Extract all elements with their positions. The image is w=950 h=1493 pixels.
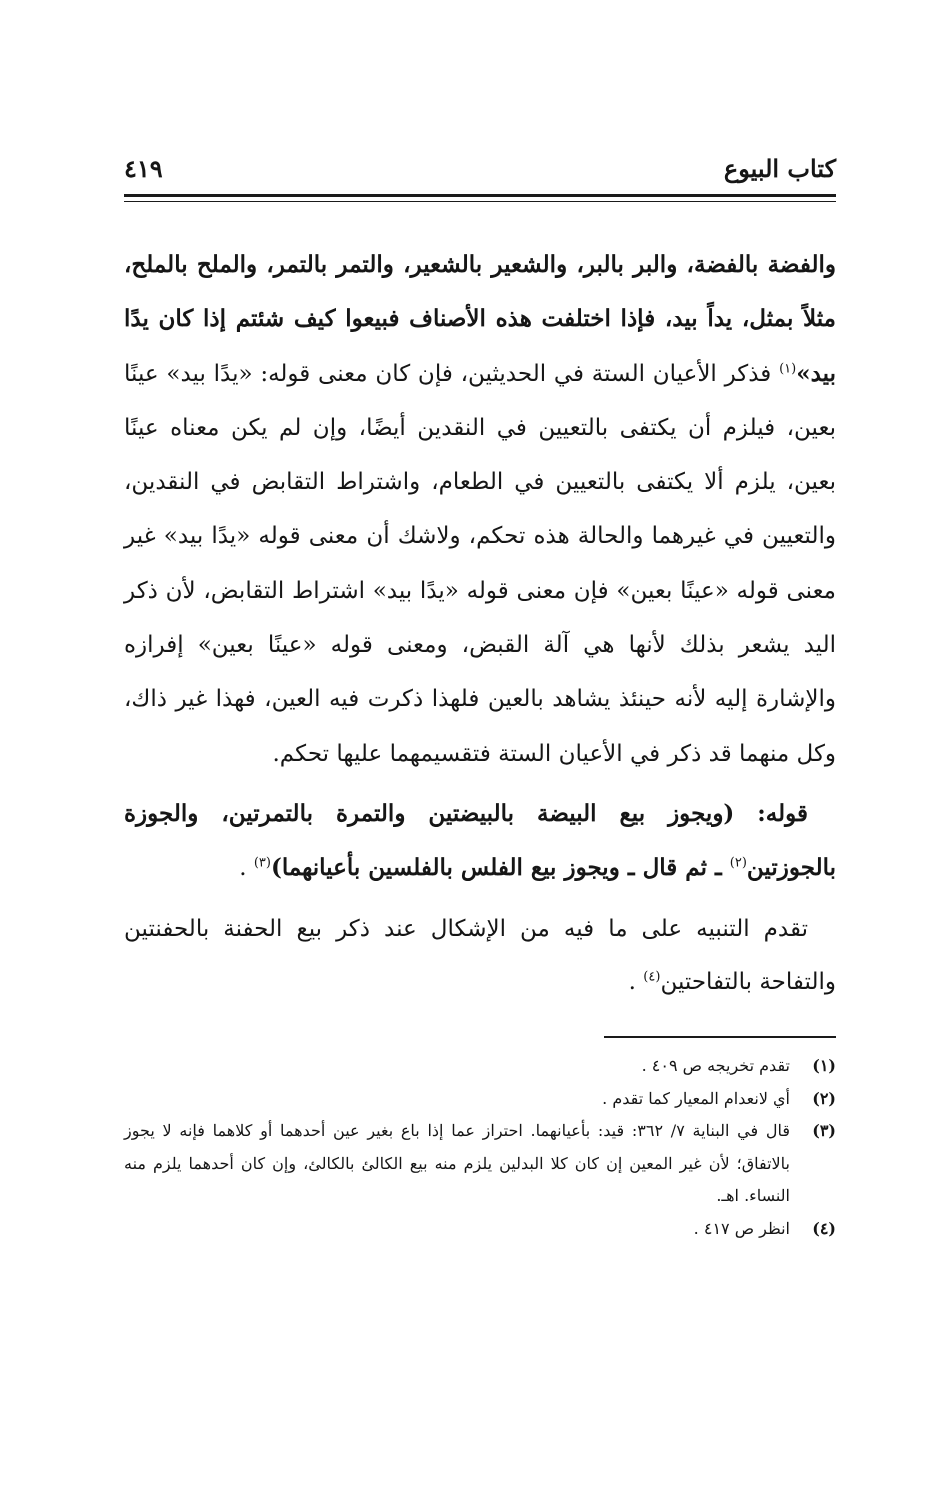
footnote-ref-2[interactable]: (٢) <box>729 855 747 871</box>
footnote-separator <box>604 1036 836 1038</box>
header-rule-thick <box>124 194 836 197</box>
quoted-text-part-1: (ويجوز بيع البيضة بالبيضتين والتمرة بالتمرتين، والجوزة بالجوزتين <box>124 800 836 881</box>
footnote-2 <box>124 1083 836 1116</box>
running-title: كتاب البيوع <box>723 154 836 183</box>
footnote-number: (٢) <box>812 1088 836 1108</box>
page-header <box>124 150 836 190</box>
hadith-quote: والفضة بالفضة، والبر بالبر، والشعير بالشعير، والتمر بالتمر، والملح بالملح، مثلاً بمثل، يداً بيد، فإذا اختلفت هذه الأصناف فبيعوا كيف شئتم إذا كان يدًا بيد» <box>124 251 836 387</box>
footnote-4 <box>124 1213 836 1246</box>
footnote-text: انظر ص ٤١٧ . <box>693 1218 790 1238</box>
commentary-text: فذكر الأعيان الستة في الحديثين، فإن كان معنى قوله: «يدًا بيد» عينًا بعين، فيلزم أن يكتفى بالتعيين في النقدين أيضًا، وإن لم يكن معناه عينًا بعين، يلزم ألا يكتفى بالتعيين في الطعام، واشتراط التقابض في النقدين، والتعيين في غيرهما والحالة هذه تحكم، ولاشك أن معنى قوله «يدًا بيد» غير معنى قوله «عينًا بعين» فإن معنى قوله «يدًا بيد» اشتراط التقابض، لأن ذكر اليد يشعر بذلك لأنها هي آلة القبض، ومعنى قوله «عينًا بعين» إفرازه والإشارة إليه لأنه حينئذ يشاهد بالعين فلهذا ذكرت فيه العين، فهذا غير ذاك، وكل منهما قد ذكر في الأعيان الستة فتقسيمهما عليها تحكم. <box>124 360 836 767</box>
footnote-text: قال في البناية ٧/ ٣٦٢: قيد: بأعيانهما. احتراز عما إذا باع بغير عين أحدهما أو كلاهما فإنه لا يجوز بالاتفاق؛ لأن غير المعين إن كان كلا البدلين يلزم منه بيع الكالئ بالكالئ، وإن كان أحدهما يلزم منه النساء. اهـ. <box>124 1121 790 1205</box>
note-text: تقدم التنبيه على ما فيه من الإشكال عند ذكر بيع الحفنة بالحفنتين والتفاحة بالتفاحتين <box>124 916 836 995</box>
main-paragraph-1 <box>124 238 836 781</box>
header-rule-thin <box>124 201 836 202</box>
footnote-ref-1[interactable]: (١) <box>779 360 797 376</box>
main-paragraph-3 <box>124 903 836 1009</box>
footnote-3 <box>124 1115 836 1213</box>
footnote-1 <box>124 1050 836 1083</box>
quoted-text-part-2: ـ ثم قال ـ ويجوز بيع الفلس بالفلسين بأعيانهما) <box>270 854 730 881</box>
footnote-number: (١) <box>812 1056 836 1075</box>
main-paragraph-2 <box>124 787 836 895</box>
footnote-ref-4[interactable]: (٤) <box>643 969 661 985</box>
footnote-ref-3[interactable]: (٣) <box>253 855 271 871</box>
paragraph-end: . <box>239 855 254 881</box>
footnote-text: تقدم تخريجه ص ٤٠٩ . <box>641 1056 790 1075</box>
footnote-number: (٤) <box>812 1218 836 1238</box>
footnote-text: أي لانعدام المعيار كما تقدم . <box>602 1088 790 1108</box>
quote-label: قوله: <box>757 800 808 827</box>
paragraph-end: . <box>628 969 644 995</box>
page-number: ٤١٩ <box>124 154 163 183</box>
footnote-number: (٣) <box>812 1121 836 1140</box>
footnotes <box>124 1050 836 1245</box>
